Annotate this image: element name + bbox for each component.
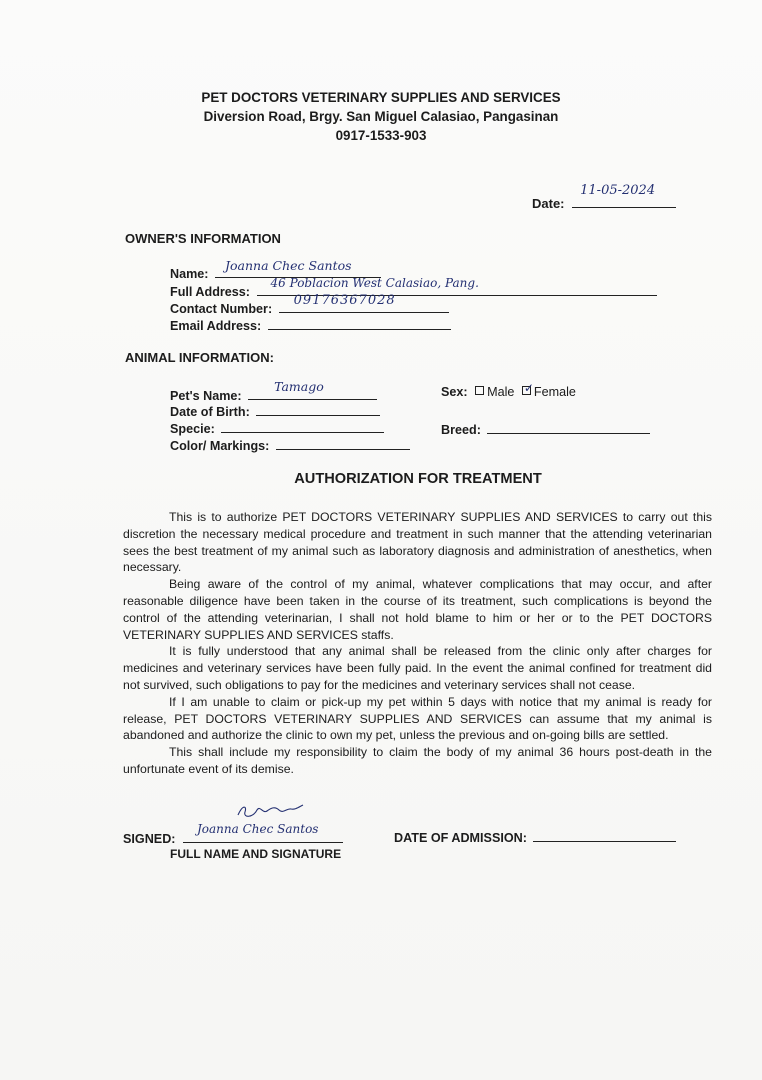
color-line bbox=[276, 436, 410, 450]
owner-name-value: Joanna Chec Santos bbox=[225, 258, 352, 273]
date-label: Date: bbox=[532, 196, 565, 211]
specie-field[interactable] bbox=[170, 419, 384, 436]
authorization-body bbox=[123, 509, 712, 778]
specie-line bbox=[221, 419, 384, 433]
pet-name-label: Pet's Name: bbox=[170, 389, 242, 403]
authorization-paragraph: This is to authorize PET DOCTORS VETERINARY SUPPLIES AND SERVICES to carry out this discretion the necessary medical procedure and treatment in such manner that the attending veterinarian sees the best treatment of my animal such as laboratory diagnosis and administration of anesthetics, when necessary. bbox=[123, 510, 712, 575]
admission-date-line bbox=[533, 828, 676, 842]
authorization-title: AUTHORIZATION FOR TREATMENT bbox=[294, 471, 542, 487]
sex-female-checkbox[interactable] bbox=[522, 381, 534, 395]
dob-field[interactable] bbox=[170, 402, 380, 419]
sex-male-label: Male bbox=[487, 385, 515, 399]
sex-field bbox=[441, 381, 576, 399]
date-value: 11-05-2024 bbox=[580, 183, 656, 198]
signature-field[interactable] bbox=[123, 822, 343, 846]
sex-male-checkbox[interactable] bbox=[475, 386, 484, 395]
owner-email-field[interactable] bbox=[170, 316, 451, 333]
owner-contact-field[interactable] bbox=[170, 293, 449, 316]
breed-field[interactable] bbox=[441, 420, 650, 437]
date-line bbox=[572, 183, 676, 208]
owner-contact-label: Contact Number: bbox=[170, 302, 273, 316]
admission-date-field[interactable] bbox=[394, 828, 676, 845]
dob-line bbox=[256, 402, 380, 416]
color-field[interactable] bbox=[170, 436, 410, 453]
specie-label: Specie: bbox=[170, 422, 215, 436]
owner-address-field[interactable] bbox=[170, 276, 657, 299]
sex-female-label: Female bbox=[533, 385, 576, 399]
authorization-paragraph: It is fully understood that any animal shall be released from the clinic only after charges for medicines and veterinary services have been fully paid. In the event the animal confined for treatment did not survived, such obligations to pay for the medicines and veterinary services shall not cease. bbox=[123, 644, 712, 692]
breed-label: Breed: bbox=[441, 423, 481, 437]
signature-label: SIGNED: bbox=[123, 832, 176, 846]
owner-address-label: Full Address: bbox=[170, 285, 251, 299]
owner-contact-line bbox=[279, 293, 449, 313]
check-mark-icon: ✓ bbox=[523, 381, 534, 395]
authorization-paragraph: If I am unable to claim or pick-up my pet within 5 days with notice that my animal is ready for release, PET DOCTORS VETERINARY SUPPLIES AND SERVICES can assume that my animal is abandoned and authorize the clinic to own my pet, unless the previous and on-going bills are settled. bbox=[123, 694, 712, 743]
clinic-phone: 0917-1533-903 bbox=[335, 128, 427, 143]
pet-name-field[interactable] bbox=[170, 379, 377, 403]
clinic-name: PET DOCTORS VETERINARY SUPPLIES AND SERVICES bbox=[201, 90, 561, 105]
admission-date-label: DATE OF ADMISSION: bbox=[394, 831, 527, 845]
breed-line bbox=[487, 420, 650, 434]
signature-name-value: Joanna Chec Santos bbox=[196, 822, 319, 836]
owner-address-value: 46 Poblacion West Calasiao, Pang. bbox=[270, 276, 479, 290]
owner-contact-value: 09176367028 bbox=[293, 293, 396, 308]
color-label: Color/ Markings: bbox=[170, 439, 270, 453]
clinic-address: Diversion Road, Brgy. San Miguel Calasiao, Pangasinan bbox=[203, 109, 559, 124]
dob-label: Date of Birth: bbox=[170, 405, 250, 419]
authorization-paragraph: Being aware of the control of my animal, whatever complications that may occur, and after reasonable diligence have been taken in the course of its treatment, such complications is beyond the control of the attending veterinarian, I shall not hold blame to him or her or to the PET DOCTORS VETERINARY SUPPLIES AND SERVICES staffs. bbox=[123, 577, 712, 642]
animal-section-title: ANIMAL INFORMATION: bbox=[125, 350, 274, 365]
authorization-paragraph: This shall include my responsibility to claim the body of my animal 36 hours post-death in the unfortunate event of its demise. bbox=[123, 745, 712, 776]
owner-section-title: OWNER'S INFORMATION bbox=[125, 231, 281, 246]
date-field[interactable] bbox=[532, 183, 676, 211]
sex-label: Sex: bbox=[441, 385, 468, 399]
pet-name-line bbox=[248, 379, 377, 400]
clinic-header bbox=[0, 88, 762, 145]
pet-name-value: Tamago bbox=[274, 379, 324, 394]
owner-email-line bbox=[268, 316, 451, 330]
signature-line bbox=[183, 822, 343, 843]
signature-caption: FULL NAME AND SIGNATURE bbox=[170, 847, 342, 861]
signature-scribble bbox=[235, 802, 305, 820]
owner-email-label: Email Address: bbox=[170, 319, 262, 333]
owner-name-label: Name: bbox=[170, 267, 209, 281]
